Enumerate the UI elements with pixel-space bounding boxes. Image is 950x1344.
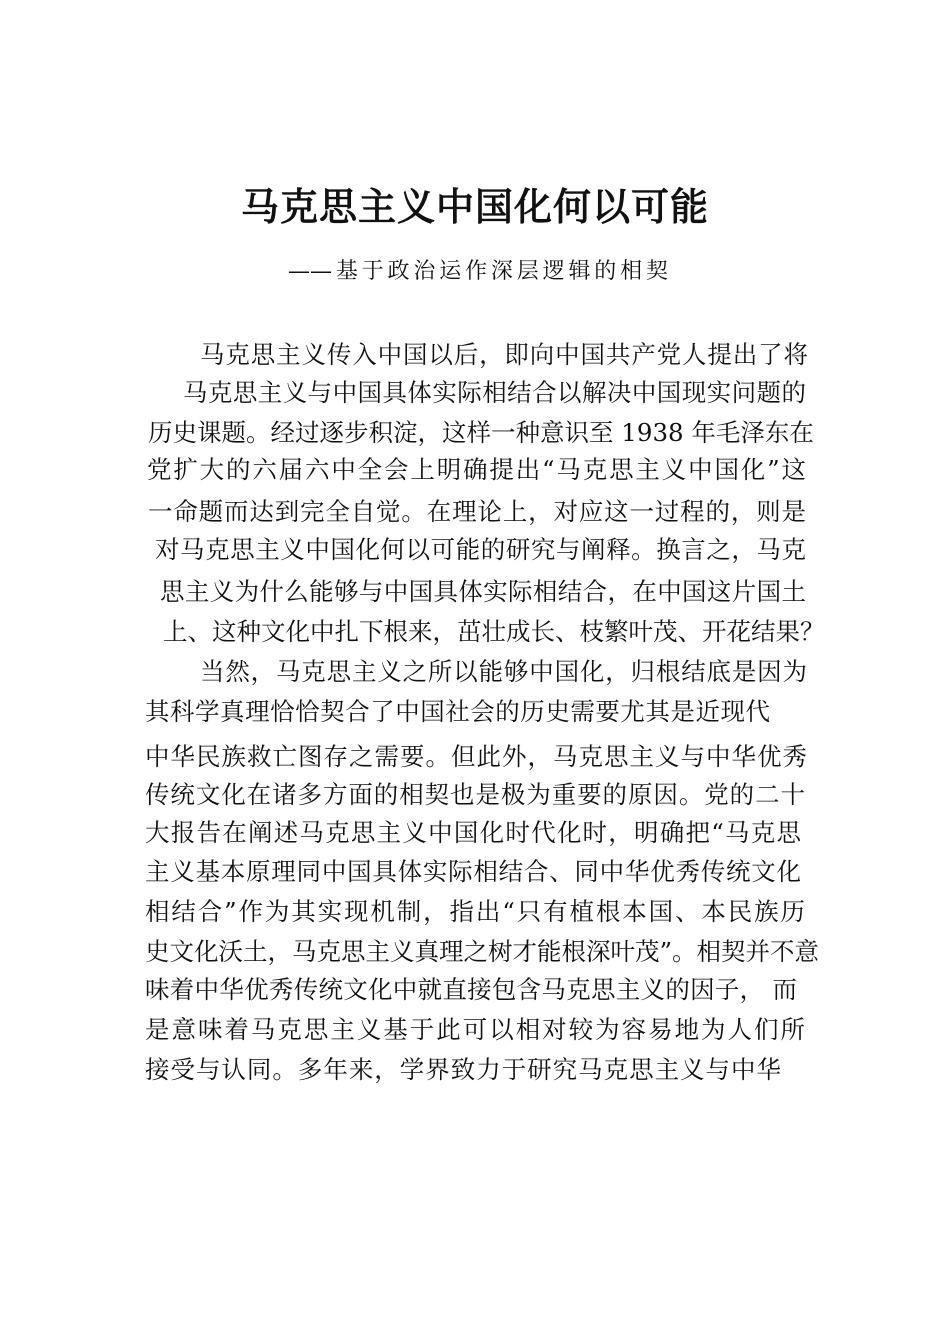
text-line: 史文化沃土，马克思主义真理之树才能根深叶茂”。相契并不意 (145, 937, 820, 966)
text-line: 味着中华优秀传统文化中就直接包含马克思主义的因子， 而 (145, 975, 797, 1004)
text-line: 马克思主义传入中国以后，即向中国共产党人提出了将 (200, 340, 808, 369)
text-line: 上、这种文化中扎下根来，茁壮成长、枝繁叶茂、开花结果？ (163, 617, 825, 646)
text-line: 中华民族救亡图存之需要。但此外，马克思主义与中华优秀 (145, 742, 807, 771)
text-line: 相结合”作为其实现机制，指出“只有植根本国、本民族历 (145, 897, 805, 926)
text-line: 接受与认同。多年来，学界致力于研究马克思主义与中华 (145, 1055, 781, 1084)
text-line: 思主义为什么能够与中国具体实际相结合，在中国这片国土 (160, 577, 806, 606)
document-subtitle: ——基于政治运作深层逻辑的相契 (288, 259, 668, 284)
text-line: 是意味着马克思主义基于此可以相对较为容易地为人们所 (145, 1015, 805, 1044)
text-line: 大报告在阐述马克思主义中国化时代化时，明确把“马克思 (145, 818, 801, 847)
text-line: 马克思主义与中国具体实际相结合以解决中国现实问题的 (183, 378, 806, 407)
text-line: 对马克思主义中国化何以可能的研究与阐释。换言之，马克 (155, 535, 806, 564)
text-line: 党扩大的六届六中全会上明确提出“马克思主义中国化”这 (147, 455, 806, 484)
text-line: 传统文化在诸多方面的相契也是极为重要的原因。党的二十 (145, 780, 805, 809)
text-line: 主义基本原理同中国具体实际相结合、同中华优秀传统文化 (145, 857, 801, 886)
text-line: 其科学真理恰恰契合了中国社会的历史需要尤其是近现代 (145, 697, 770, 726)
text-line: 当然，马克思主义之所以能够中国化，归根结底是因为 (200, 657, 807, 686)
text-line: 一命题而达到完全自觉。在理论上，对应这一过程的，则是 (148, 497, 806, 526)
text-line: 历史课题。经过逐步积淀，这样一种意识至 1938 年毛泽东在 (148, 418, 814, 447)
document-title: 马克思主义中国化何以可能 (240, 184, 709, 229)
